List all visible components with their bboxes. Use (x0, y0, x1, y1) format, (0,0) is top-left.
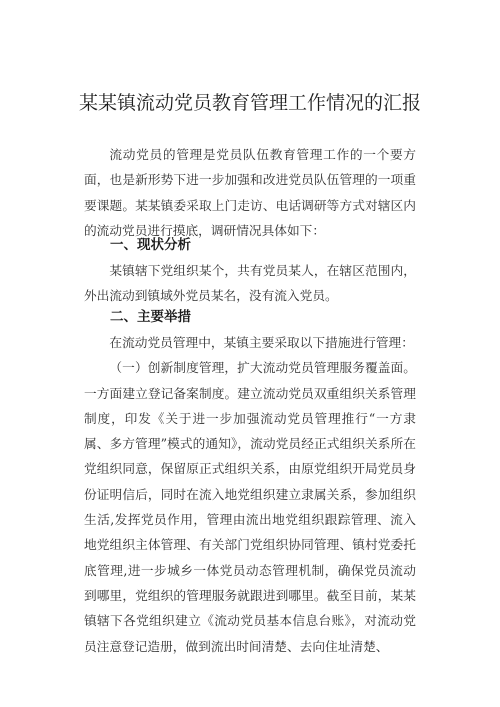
section-2-item-1: （一）创新制度管理，扩大流动党员管理服务覆盖面。一方面建立登记备案制度。建立流动党员双重组织关系管理制度，印发《关于进一步加强流动党员管理推行“一方隶属、多方管理”模式的通知》，流动党员经正式组织关系所在党组织同意，保留原正式组织关系，由原党组织开局党员身份证明信后，同时在流入地党组织建立隶属关系，参加组织生活,发挥党员作用，管理由流出地党组织跟踪管理、流入地党组织主体管理、有关部门党组织协同管理、镇村党委托底管理,进一步城乡一体党员动态管理机制，确保党员流动到哪里，党组织的管理服务就跟进到哪里。截至目前，某某镇辖下各党组织建立《流动党员基本信息台账》，对流动党员注意登记造册，做到流出时间清楚、去向住址清楚、 (84, 360, 416, 654)
section-1-heading: 一、现状分析 (110, 237, 191, 253)
section-1 (84, 234, 416, 309)
intro-block (84, 142, 416, 243)
section-2-lead: 在流动党员管理中，某镇主要采取以下措施进行管理： (109, 335, 414, 350)
document-title: 某某镇流动党员教育管理工作情况的汇报 (78, 92, 421, 114)
section-2 (84, 306, 416, 659)
section-1-paragraph: 某镇辖下党组织某个，共有党员某人，在辖区范围内，外出流动到镇域外党员某名，没有流入党员。 (84, 263, 416, 304)
intro-paragraph: 流动党员的管理是党员队伍教育管理工作的一个要方面，也是新形势下进一步加强和改进党员队伍管理的一项重要课题。某某镇委采取上门走访、电话调研等方式对辖区内的流动党员进行摸底，调研情况具体如下： (84, 147, 416, 238)
section-2-heading: 二、主要举措 (110, 309, 191, 325)
